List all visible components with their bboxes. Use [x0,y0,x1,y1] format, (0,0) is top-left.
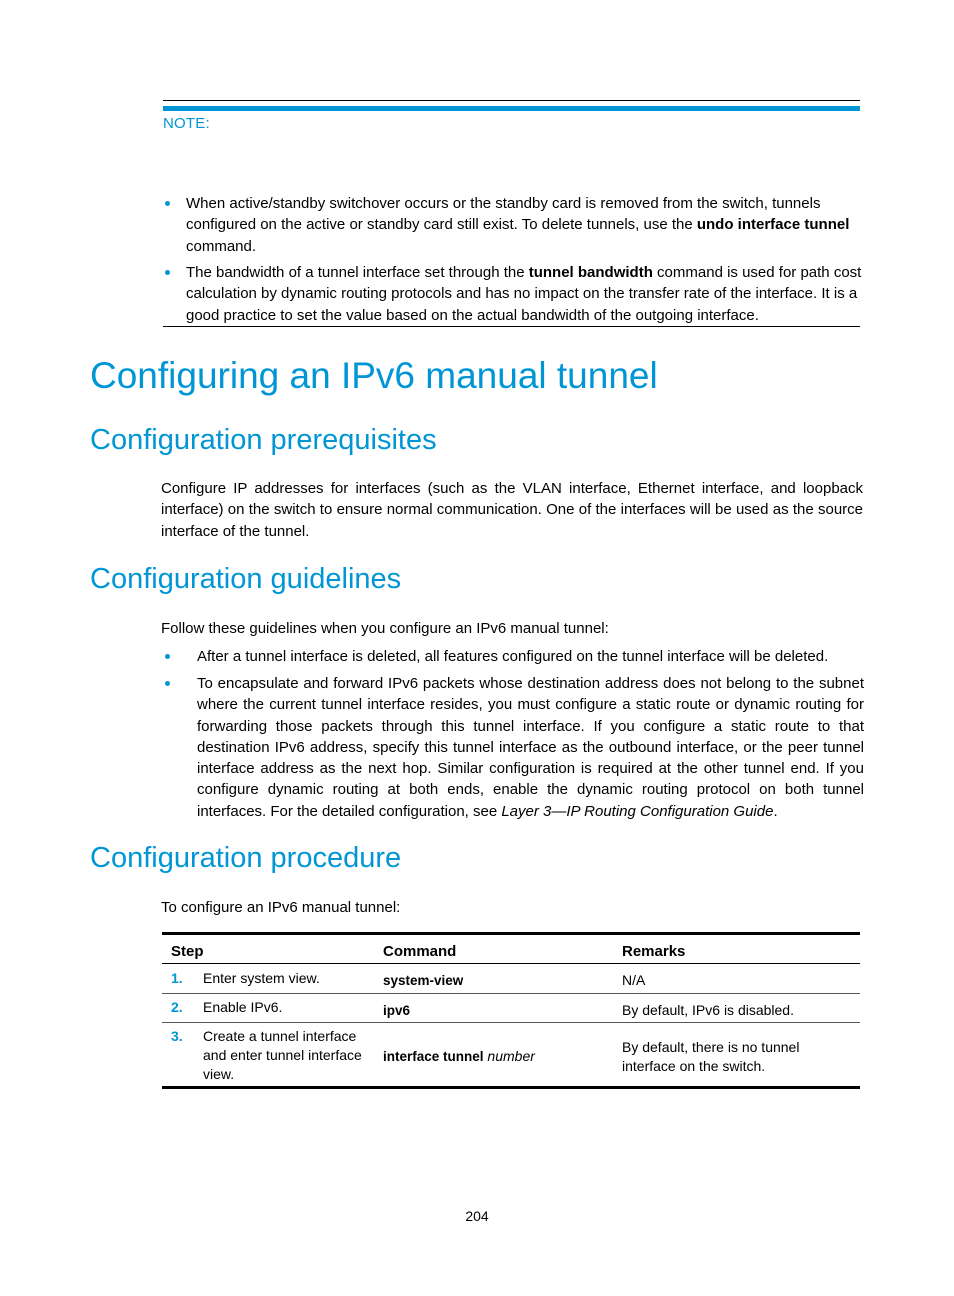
bullet-icon [165,654,170,659]
table-header-command: Command [383,943,457,960]
note-item-1: When active/standby switchover occurs or the standby card is removed from the switch, tunnels configured on the active or standby card still exist. To delete tunnels, use the undo interface tunnel command. [186,193,866,257]
bullet-icon [165,201,170,206]
step-number: 3. [171,1028,183,1044]
table-header-remarks: Remarks [622,943,686,960]
bullet-icon [165,270,170,275]
page-title: Configuring an IPv6 manual tunnel [90,355,658,396]
step-text: Create a tunnel interface and enter tunnel interface view. [203,1028,362,1082]
note-bottom-rule [163,326,860,327]
guidelines-intro: Follow these guidelines when you configure an IPv6 manual tunnel: [161,620,609,637]
table-header-step: Step [171,943,204,960]
note-accent-bar [163,106,860,111]
note-top-rule [163,100,860,101]
table-header-rule [162,963,860,964]
bullet-icon [165,681,170,686]
note-item-2: The bandwidth of a tunnel interface set through the tunnel bandwidth command is used for path cost calculation by dynamic routing protocols and has no impact on the transfer rate of the interface. It is a good practice to set the value based on the actual bandwidth of the outgoing interface. [186,262,866,326]
remarks-text: By default, there is no tunnel interface on the switch. [622,1039,800,1074]
prerequisites-text: Configure IP addresses for interfaces (such as the VLAN interface, Ethernet interface, and loopback interface) on the switch to ensure normal communication. One of the interfaces will be used as the source interface of the tunnel. [161,480,863,540]
remarks-text: By default, IPv6 is disabled. [622,1002,794,1018]
table-row-rule [162,993,860,994]
remarks-text: N/A [622,972,646,988]
step-text: Enter system view. [203,970,320,986]
step-number: 2. [171,999,183,1015]
table-bottom-rule [162,1086,860,1089]
guideline-item-1: After a tunnel interface is deleted, all features configured on the tunnel interface will be deleted. [197,646,864,667]
section-heading-procedure: Configuration procedure [90,842,402,874]
command-text: ipv6 [383,1003,411,1018]
page-number: 204 [465,1208,489,1224]
procedure-intro: To configure an IPv6 manual tunnel: [161,899,401,916]
section-heading-prerequisites: Configuration prerequisites [90,424,437,456]
table-top-rule [162,932,860,935]
step-number: 1. [171,970,183,986]
table-row-rule [162,1022,860,1023]
step-text: Enable IPv6. [203,999,283,1015]
section-heading-guidelines: Configuration guidelines [90,563,402,595]
guideline-item-2: To encapsulate and forward IPv6 packets whose destination address does not belong to the subnet where the current tunnel interface resides, you must configure a static route or dynamic routing for forwarding those packets through this tunnel interface. If you configure a static route to that destination IPv6 address, specify this tunnel interface as the outbound interface, or the peer tunnel interface address as the next hop. Similar configuration is required at the other tunnel end. If you configure dynamic routing at both ends, enable the dynamic routing protocol on both tunnel interfaces. For the detailed configuration, see Layer 3—IP Routing Configuration Guide. [197,673,864,822]
command-text: interface tunnel number [383,1048,535,1064]
command-text: system-view [383,973,464,988]
note-label: NOTE: [163,115,210,132]
